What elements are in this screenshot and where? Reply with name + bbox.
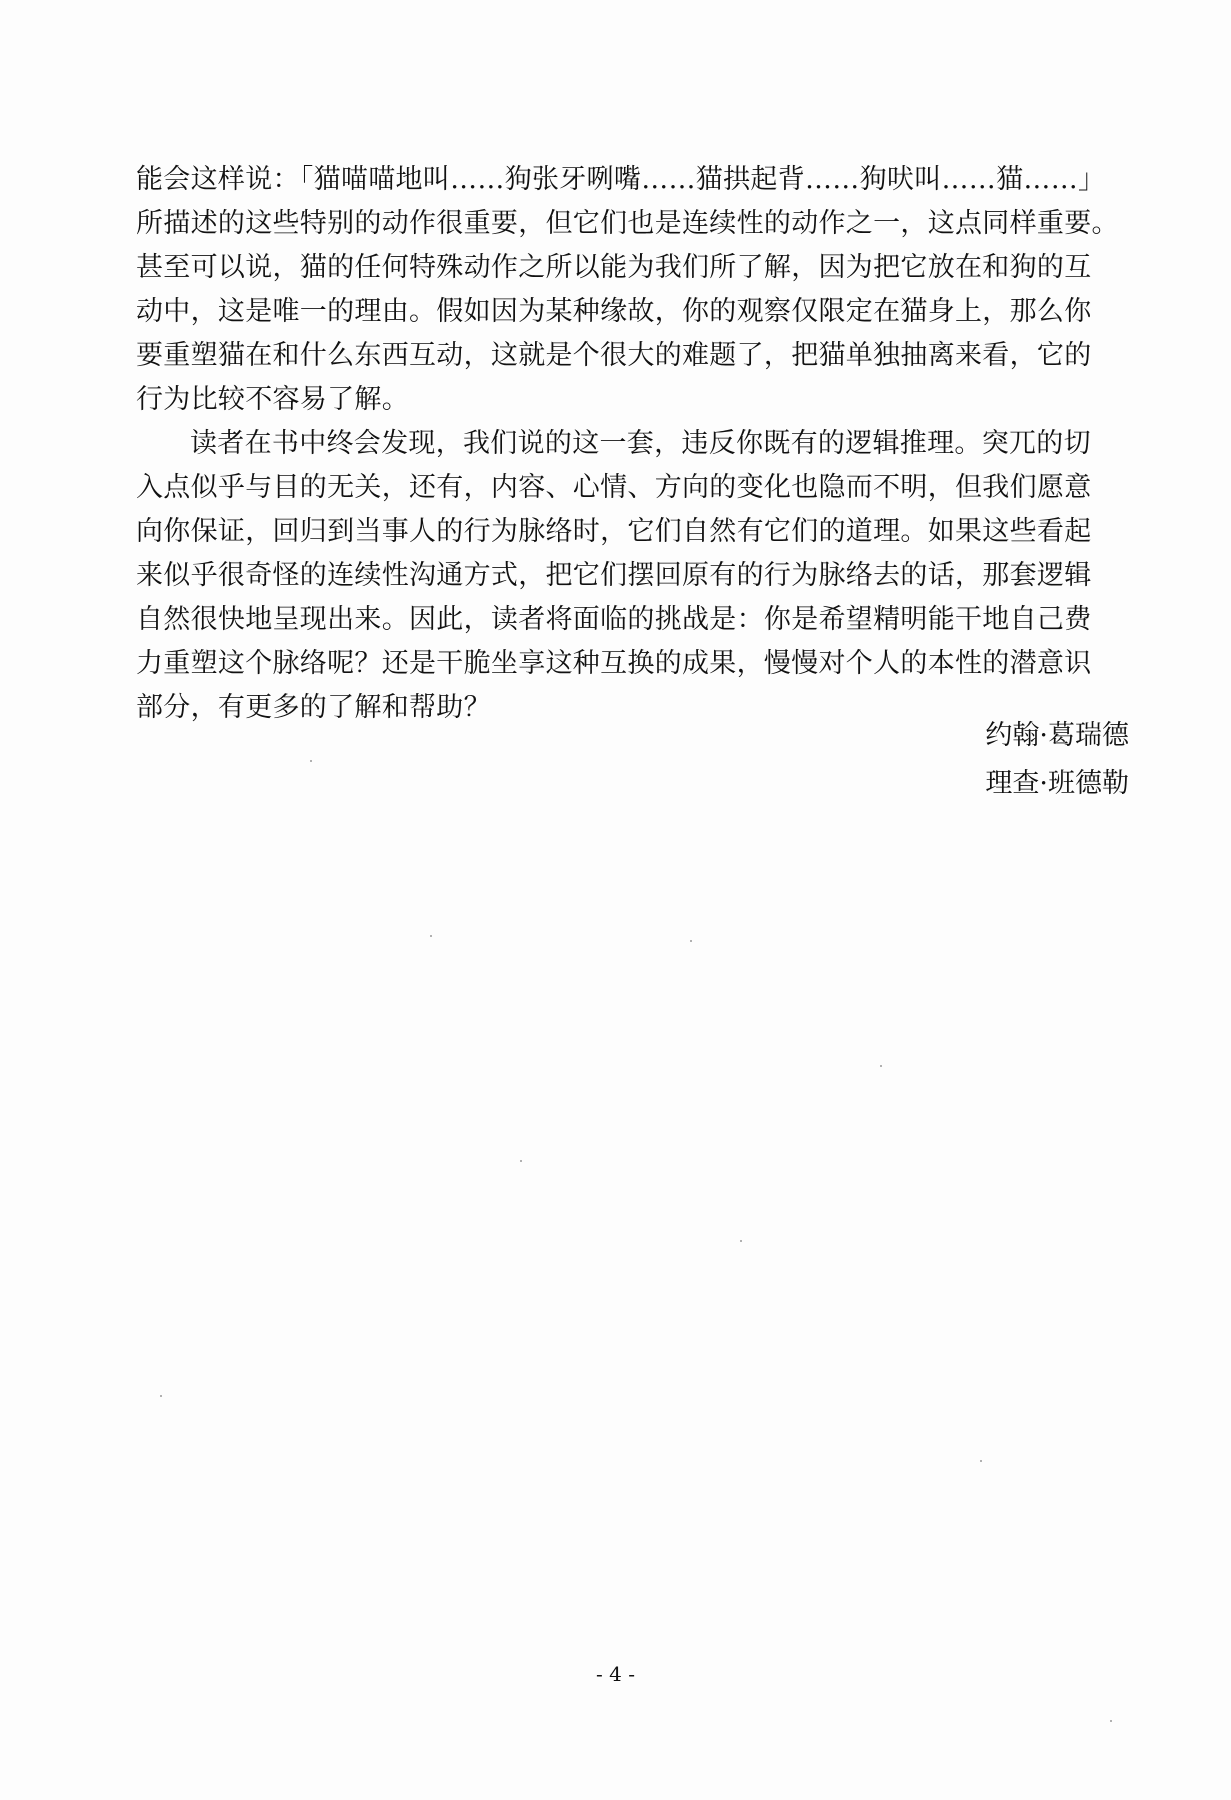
body-text [136,158,1126,730]
scan-speck [880,1065,882,1067]
scan-speck [520,1160,522,1162]
text-line: 所描述的这些特别的动作很重要，但它们也是连续性的动作之一，这点同样重要。 [136,208,1119,239]
text-line: 要重塑猫在和什么东西互动，这就是个很大的难题了，把猫单独抽离来看，它的 [136,340,1092,371]
scan-speck [980,1460,982,1462]
text-line: 读者在书中终会发现，我们说的这一套，违反你既有的逻辑推理。突兀的切 [190,428,1091,459]
text-line: 来似乎很奇怪的连续性沟通方式，把它们摆回原有的行为脉络去的话，那套逻辑 [136,560,1092,591]
page-number: - 4 - [596,1662,635,1686]
text-line: 动中，这是唯一的理由。假如因为某种缘故，你的观察仅限定在猫身上，那么你 [136,296,1092,327]
scan-speck [740,1240,742,1242]
text-line: 入点似乎与目的无关，还有，内容、心情、方向的变化也隐而不明，但我们愿意 [136,472,1092,503]
text-line: 能会这样说：「猫喵喵地叫……狗张牙咧嘴……猫拱起背……狗吠叫……猫……」 [136,164,1106,195]
text-line: 行为比较不容易了解。 [136,384,409,415]
signature-author-1: 约翰·葛瑞德 [985,720,1129,751]
scan-speck [430,935,432,937]
scan-speck [690,940,692,942]
text-line: 向你保证，回归到当事人的行为脉络时，它们自然有它们的道理。如果这些看起 [136,516,1092,547]
text-line: 甚至可以说，猫的任何特殊动作之所以能为我们所了解，因为把它放在和狗的互 [136,252,1092,283]
scan-speck [310,760,312,762]
text-line: 自然很快地呈现出来。因此，读者将面临的挑战是：你是希望精明能干地自己费 [136,604,1092,635]
signature-author-2: 理查·班德勒 [985,768,1129,799]
scan-speck [1110,1720,1112,1722]
scan-speck [160,1395,162,1397]
text-line: 部分，有更多的了解和帮助？ [136,692,491,723]
text-line: 力重塑这个脉络呢？还是干脆坐享这种互换的成果，慢慢对个人的本性的潜意识 [136,648,1092,679]
